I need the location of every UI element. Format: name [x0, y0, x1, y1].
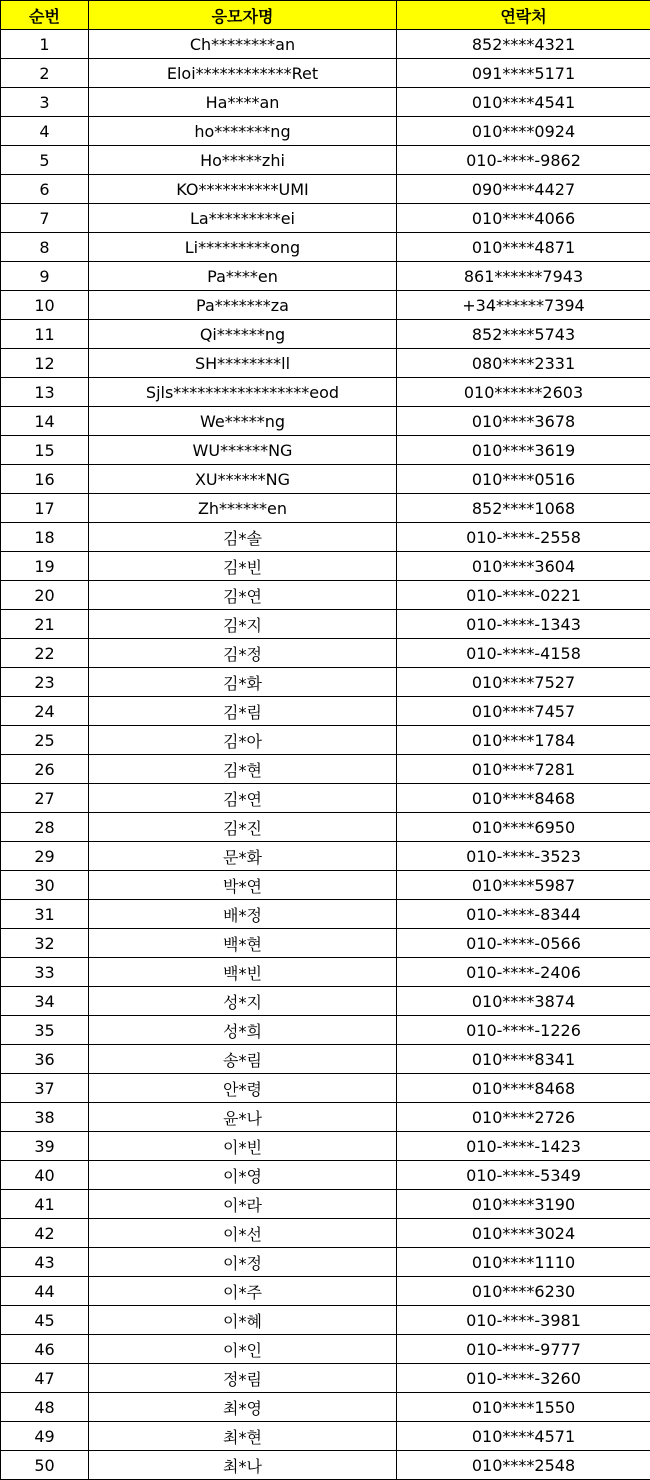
entrant-name-cell: 정*림 — [89, 1364, 397, 1393]
row-number-cell: 37 — [1, 1074, 89, 1103]
entrant-name-cell: 김*연 — [89, 581, 397, 610]
contact-cell: 852****5743 — [397, 320, 650, 349]
row-number-cell: 27 — [1, 784, 89, 813]
contact-cell: 010****3619 — [397, 436, 650, 465]
contact-cell: 080****2331 — [397, 349, 650, 378]
entrant-name-cell: 배*정 — [89, 900, 397, 929]
entrant-name-cell: La*********ei — [89, 204, 397, 233]
table-row — [1, 378, 650, 407]
entrant-name-cell: 문*화 — [89, 842, 397, 871]
entrant-name-cell: XU******NG — [89, 465, 397, 494]
contact-cell: 010****1550 — [397, 1393, 650, 1422]
table-row — [1, 784, 650, 813]
row-number-cell: 48 — [1, 1393, 89, 1422]
entrant-name-cell: 안*령 — [89, 1074, 397, 1103]
entrant-name-cell: 성*희 — [89, 1016, 397, 1045]
row-number-cell: 2 — [1, 59, 89, 88]
row-number-cell: 29 — [1, 842, 89, 871]
entrant-name-cell: Eloi************Ret — [89, 59, 397, 88]
entrant-name-cell: 최*현 — [89, 1422, 397, 1451]
contact-cell: 010-****-8344 — [397, 900, 650, 929]
row-number-cell: 49 — [1, 1422, 89, 1451]
table-row — [1, 291, 650, 320]
contact-cell: 010-****-3523 — [397, 842, 650, 871]
entrant-name-cell: 김*현 — [89, 755, 397, 784]
row-number-cell: 4 — [1, 117, 89, 146]
contact-cell: 091****5171 — [397, 59, 650, 88]
entrant-name-cell: Zh******en — [89, 494, 397, 523]
row-number-cell: 42 — [1, 1219, 89, 1248]
contact-cell: 010-****-3260 — [397, 1364, 650, 1393]
entrant-name-cell: 이*혜 — [89, 1306, 397, 1335]
table-row — [1, 117, 650, 146]
row-number-cell: 16 — [1, 465, 89, 494]
row-number-cell: 5 — [1, 146, 89, 175]
entrant-name-cell: Ha****an — [89, 88, 397, 117]
contact-cell: 010-****-5349 — [397, 1161, 650, 1190]
contact-cell: 010-****-9862 — [397, 146, 650, 175]
contact-cell: 852****1068 — [397, 494, 650, 523]
contact-cell: 010******2603 — [397, 378, 650, 407]
table-row — [1, 1364, 650, 1393]
entrant-name-cell: 이*영 — [89, 1161, 397, 1190]
row-number-cell: 14 — [1, 407, 89, 436]
row-number-cell: 50 — [1, 1451, 89, 1480]
entrant-name-cell: 김*솔 — [89, 523, 397, 552]
entrant-name-cell: 최*영 — [89, 1393, 397, 1422]
row-number-cell: 25 — [1, 726, 89, 755]
contact-cell: 010****4571 — [397, 1422, 650, 1451]
row-number-cell: 26 — [1, 755, 89, 784]
row-number-cell: 17 — [1, 494, 89, 523]
row-number-cell: 19 — [1, 552, 89, 581]
contact-cell: 010****1784 — [397, 726, 650, 755]
contact-cell: 010-****-1226 — [397, 1016, 650, 1045]
table-row — [1, 639, 650, 668]
table-row — [1, 1277, 650, 1306]
entrant-name-cell: 이*라 — [89, 1190, 397, 1219]
entrant-name-cell: ho*******ng — [89, 117, 397, 146]
entrant-name-cell: KO**********UMI — [89, 175, 397, 204]
row-number-cell: 21 — [1, 610, 89, 639]
entrant-name-cell: 최*나 — [89, 1451, 397, 1480]
table-row — [1, 494, 650, 523]
table-row — [1, 871, 650, 900]
row-number-cell: 39 — [1, 1132, 89, 1161]
row-number-cell: 36 — [1, 1045, 89, 1074]
contact-cell: 010****6230 — [397, 1277, 650, 1306]
table-row — [1, 697, 650, 726]
entrant-name-cell: Pa****en — [89, 262, 397, 291]
row-number-cell: 46 — [1, 1335, 89, 1364]
entrant-name-cell: 김*림 — [89, 697, 397, 726]
contact-cell: 010-****-1423 — [397, 1132, 650, 1161]
table-row — [1, 233, 650, 262]
table-row — [1, 1161, 650, 1190]
header-row — [1, 1, 650, 30]
table-row — [1, 581, 650, 610]
contact-cell: 010****8468 — [397, 1074, 650, 1103]
contact-cell: 010****4541 — [397, 88, 650, 117]
contact-cell: 010****7281 — [397, 755, 650, 784]
row-number-cell: 28 — [1, 813, 89, 842]
table-row — [1, 842, 650, 871]
entrant-name-cell: 백*현 — [89, 929, 397, 958]
row-number-cell: 45 — [1, 1306, 89, 1335]
table-row — [1, 813, 650, 842]
header-entrant-name: 응모자명 — [89, 1, 397, 30]
contact-cell: 852****4321 — [397, 30, 650, 59]
row-number-cell: 30 — [1, 871, 89, 900]
table-row — [1, 407, 650, 436]
contact-cell: 010-****-0221 — [397, 581, 650, 610]
row-number-cell: 13 — [1, 378, 89, 407]
entrant-name-cell: 백*빈 — [89, 958, 397, 987]
row-number-cell: 10 — [1, 291, 89, 320]
entrant-name-cell: 김*아 — [89, 726, 397, 755]
table-row — [1, 668, 650, 697]
contact-cell: 010-****-3981 — [397, 1306, 650, 1335]
table-row — [1, 1306, 650, 1335]
row-number-cell: 44 — [1, 1277, 89, 1306]
row-number-cell: 12 — [1, 349, 89, 378]
table-row — [1, 1335, 650, 1364]
table-row — [1, 1248, 650, 1277]
contact-cell: 010****8468 — [397, 784, 650, 813]
contact-cell: 010-****-2558 — [397, 523, 650, 552]
table-row — [1, 1422, 650, 1451]
entrant-name-cell: Pa*******za — [89, 291, 397, 320]
contact-cell: 861******7943 — [397, 262, 650, 291]
table-row — [1, 262, 650, 291]
entrant-name-cell: Ch********an — [89, 30, 397, 59]
table-row — [1, 88, 650, 117]
contact-cell: 090****4427 — [397, 175, 650, 204]
row-number-cell: 41 — [1, 1190, 89, 1219]
table-row — [1, 1132, 650, 1161]
contact-cell: 010****7457 — [397, 697, 650, 726]
row-number-cell: 32 — [1, 929, 89, 958]
table-row — [1, 900, 650, 929]
row-number-cell: 43 — [1, 1248, 89, 1277]
table-row — [1, 523, 650, 552]
entrant-name-cell: 성*지 — [89, 987, 397, 1016]
entrant-name-cell: 김*연 — [89, 784, 397, 813]
entrant-name-cell: 김*화 — [89, 668, 397, 697]
table-row — [1, 1074, 650, 1103]
table-row — [1, 349, 650, 378]
contact-cell: 010****4066 — [397, 204, 650, 233]
table-row — [1, 1219, 650, 1248]
row-number-cell: 40 — [1, 1161, 89, 1190]
entrant-name-cell: 김*지 — [89, 610, 397, 639]
row-number-cell: 47 — [1, 1364, 89, 1393]
row-number-cell: 23 — [1, 668, 89, 697]
table-row — [1, 30, 650, 59]
contact-cell: 010****0516 — [397, 465, 650, 494]
table-row — [1, 726, 650, 755]
entrant-name-cell: 김*정 — [89, 639, 397, 668]
entrant-name-cell: 이*인 — [89, 1335, 397, 1364]
entrant-name-cell: Qi******ng — [89, 320, 397, 349]
table-row — [1, 929, 650, 958]
table-row — [1, 320, 650, 349]
entrant-name-cell: 박*연 — [89, 871, 397, 900]
entrant-name-cell: 이*정 — [89, 1248, 397, 1277]
row-number-cell: 8 — [1, 233, 89, 262]
table-row — [1, 552, 650, 581]
entrant-name-cell: 김*빈 — [89, 552, 397, 581]
row-number-cell: 38 — [1, 1103, 89, 1132]
contact-cell: 010****4871 — [397, 233, 650, 262]
row-number-cell: 1 — [1, 30, 89, 59]
contact-cell: 010****5987 — [397, 871, 650, 900]
row-number-cell: 35 — [1, 1016, 89, 1045]
entrant-name-cell: 김*진 — [89, 813, 397, 842]
table-row — [1, 1103, 650, 1132]
row-number-cell: 33 — [1, 958, 89, 987]
contact-cell: 010-****-0566 — [397, 929, 650, 958]
entrant-name-cell: Li*********ong — [89, 233, 397, 262]
table-row — [1, 987, 650, 1016]
entrant-name-cell: 송*림 — [89, 1045, 397, 1074]
table-row — [1, 175, 650, 204]
contact-cell: 010****3190 — [397, 1190, 650, 1219]
contact-cell: +34******7394 — [397, 291, 650, 320]
entrant-name-cell: 이*선 — [89, 1219, 397, 1248]
row-number-cell: 20 — [1, 581, 89, 610]
contact-cell: 010****2726 — [397, 1103, 650, 1132]
contact-cell: 010-****-1343 — [397, 610, 650, 639]
table-row — [1, 1451, 650, 1480]
table-row — [1, 59, 650, 88]
contact-cell: 010****6950 — [397, 813, 650, 842]
contact-cell: 010-****-9777 — [397, 1335, 650, 1364]
contact-cell: 010****3678 — [397, 407, 650, 436]
row-number-cell: 24 — [1, 697, 89, 726]
row-number-cell: 15 — [1, 436, 89, 465]
contact-cell: 010****3604 — [397, 552, 650, 581]
contact-cell: 010****0924 — [397, 117, 650, 146]
entrant-name-cell: 이*빈 — [89, 1132, 397, 1161]
contact-cell: 010****3874 — [397, 987, 650, 1016]
table-row — [1, 958, 650, 987]
table-row — [1, 610, 650, 639]
row-number-cell: 9 — [1, 262, 89, 291]
row-number-cell: 22 — [1, 639, 89, 668]
header-number: 순번 — [1, 1, 89, 30]
contact-cell: 010****3024 — [397, 1219, 650, 1248]
contact-cell: 010-****-2406 — [397, 958, 650, 987]
entrant-name-cell: 이*주 — [89, 1277, 397, 1306]
table-row — [1, 204, 650, 233]
table-row — [1, 1016, 650, 1045]
contact-cell: 010****1110 — [397, 1248, 650, 1277]
entrant-name-cell: Ho*****zhi — [89, 146, 397, 175]
row-number-cell: 3 — [1, 88, 89, 117]
table-row — [1, 1393, 650, 1422]
entrant-name-cell: We*****ng — [89, 407, 397, 436]
row-number-cell: 31 — [1, 900, 89, 929]
row-number-cell: 6 — [1, 175, 89, 204]
entrant-name-cell: WU******NG — [89, 436, 397, 465]
entrant-name-cell: SH********ll — [89, 349, 397, 378]
entrant-name-cell: 윤*나 — [89, 1103, 397, 1132]
row-number-cell: 34 — [1, 987, 89, 1016]
row-number-cell: 7 — [1, 204, 89, 233]
contact-cell: 010****8341 — [397, 1045, 650, 1074]
table-body — [1, 30, 650, 1480]
row-number-cell: 18 — [1, 523, 89, 552]
table-row — [1, 146, 650, 175]
table-row — [1, 755, 650, 784]
table-row — [1, 1045, 650, 1074]
contact-cell: 010****7527 — [397, 668, 650, 697]
contact-cell: 010****2548 — [397, 1451, 650, 1480]
row-number-cell: 11 — [1, 320, 89, 349]
table-row — [1, 465, 650, 494]
contact-cell: 010-****-4158 — [397, 639, 650, 668]
table-row — [1, 1190, 650, 1219]
entrant-name-cell: Sjls*****************eod — [89, 378, 397, 407]
header-contact: 연락처 — [397, 1, 650, 30]
table-row — [1, 436, 650, 465]
